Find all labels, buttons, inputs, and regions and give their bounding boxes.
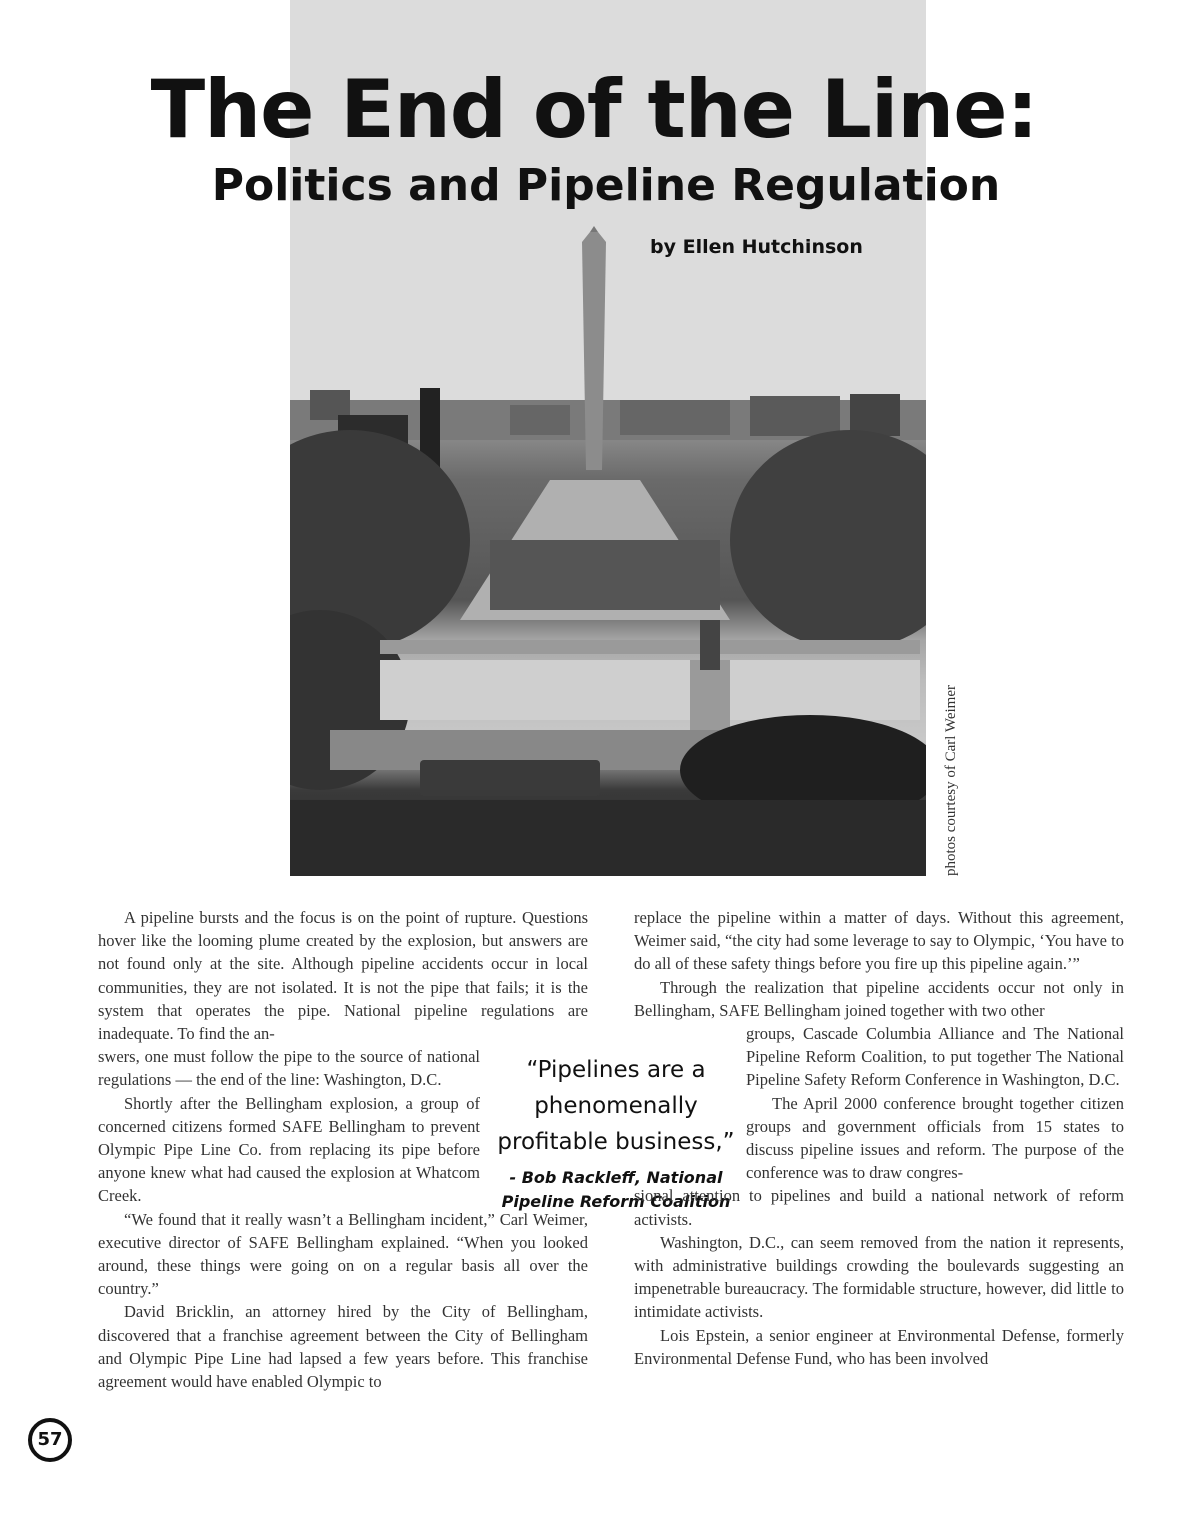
paragraph: David Bricklin, an attorney hired by the City of Bellingham, discovered that a franchise agreement between the City of Bellingham and Olympic Pipe Line had lapsed a few years before. This franchise agreement would have enabled Olympic to [98,1302,588,1392]
paragraph: A pipeline bursts and the focus is on the point of rupture. Questions hover like the looming plume created by the explosion, but answers are not found only at the site. Although pipeline accidents occur in local communities, they are not isolated. It is not the pipe that fails; it is the system that operates the pipe. National pipeline regulations are inadequate. To find the an- [98,908,588,1044]
photo-credit: photos courtesy of Carl Weimer [943,685,959,876]
paragraph: groups, Cascade Columbia Alliance and The National Pipeline Reform Coalition, to put together The National Pipeline Safety Reform Conference in Washington, D.C. [746,1024,1124,1090]
paragraph: Washington, D.C., can seem removed from the nation it represents, with administrative buildings crowding the boulevards suggesting an impenetrable bureaucracy. The formidable structure, however, did little to intimidate activists. [634,1232,1124,1322]
paragraph: sional attention to pipelines and build a national network of reform activists. [634,1186,1124,1229]
pull-quote-line: phenomenally [534,1093,698,1119]
page-number: 57 [28,1418,72,1462]
attribution-line: - Bob Rackleff, National [509,1168,723,1187]
narrow-text-block [634,1022,1124,1184]
article-title: The End of the Line: [150,63,1038,156]
paragraph: The April 2000 conference brought together citizen groups and government officials from 15 states to discuss pipeline issues and reform. The purpose of the conference was to draw congres- [746,1093,1124,1183]
attribution-line: Pipeline Reform Coalition [501,1192,731,1211]
pull-quote-line: “Pipelines are a [526,1057,706,1083]
paragraph: replace the pipeline within a matter of days. Without this agreement, Weimer said, “the city had some leverage to say to Olympic, ‘You have to do all of these safety things before you fire up this pipeline again.’” [634,908,1124,974]
byline: by Ellen Hutchinson [650,236,863,258]
paragraph: “We found that it really wasn’t a Bellingham incident,” Carl Weimer, executive director of SAFE Bellingham explained. “When you looked around, these things were going on on a regular basis all over the country.” [98,1209,588,1299]
text-column-right [634,906,1124,1370]
pull-quote-line: profitable business,” [497,1129,735,1155]
paragraph: Shortly after the Bellingham explosion, a group of concerned citizens formed SAFE Bellingham to prevent Olympic Pipe Line Co. from replacing its pipe before anyone knew what had caused the explosion at Whatcom Creek. [98,1093,480,1206]
paragraph: Through the realization that pipeline accidents occur not only in Bellingham, SAFE Bellingham joined together with two other [634,977,1124,1020]
paragraph: swers, one must follow the pipe to the source of national regulations — the end of the line: Washington, D.C. [98,1047,480,1090]
article-subtitle: Politics and Pipeline Regulation [211,160,1001,211]
paragraph: Lois Epstein, a senior engineer at Environmental Defense, formerly Environmental Defense Fund, who has been involved [634,1325,1124,1368]
